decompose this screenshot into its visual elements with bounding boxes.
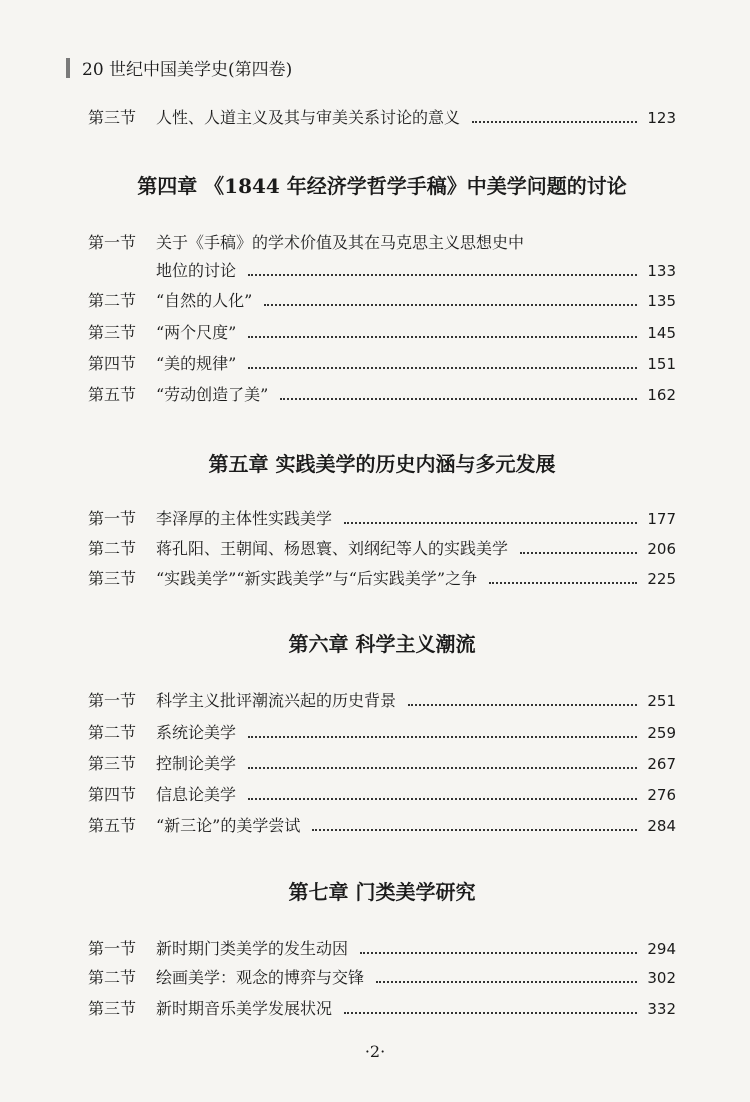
toc-entry[interactable] xyxy=(88,690,676,712)
section-title: 关于《手稿》的学术价值及其在马克思主义思想史中 xyxy=(156,233,525,252)
leader-dots xyxy=(248,767,637,769)
leader-dots xyxy=(312,829,637,831)
header-bar xyxy=(66,58,70,78)
toc-entry[interactable] xyxy=(88,538,676,560)
section-number: 第三节 xyxy=(88,323,137,342)
section-number: 第二节 xyxy=(88,291,137,310)
toc-entry[interactable] xyxy=(88,967,676,989)
page-number: 206 xyxy=(647,540,676,558)
toc-entry[interactable] xyxy=(88,290,676,312)
section-number: 第三节 xyxy=(88,108,137,127)
leader-dots xyxy=(264,304,637,306)
section-number: 第一节 xyxy=(88,691,137,710)
toc-entry[interactable] xyxy=(88,568,676,590)
toc-entry[interactable] xyxy=(88,722,676,744)
toc-entry[interactable] xyxy=(88,322,676,344)
section-number: 第一节 xyxy=(88,509,137,528)
page-number: 284 xyxy=(647,817,676,835)
leader-dots xyxy=(376,981,637,983)
leader-dots xyxy=(248,367,637,369)
section-number: 第二节 xyxy=(88,539,137,558)
section-number: 第五节 xyxy=(88,385,137,404)
leader-dots xyxy=(360,952,637,954)
page-number: 177 xyxy=(647,510,676,528)
section-title: 新时期音乐美学发展状况 xyxy=(156,999,333,1018)
section-title: 新时期门类美学的发生动因 xyxy=(156,939,349,958)
leader-dots xyxy=(408,704,637,706)
section-number: 第四节 xyxy=(88,354,137,373)
page-number: 145 xyxy=(647,324,676,342)
leader-dots xyxy=(472,121,637,123)
page-number: 162 xyxy=(647,386,676,404)
section-title: 控制论美学 xyxy=(156,754,237,773)
leader-dots xyxy=(489,582,637,584)
leader-dots xyxy=(280,398,637,400)
section-number: 第三节 xyxy=(88,569,137,588)
toc-entry[interactable] xyxy=(88,107,676,129)
toc-entry[interactable] xyxy=(88,508,676,530)
page-number: 276 xyxy=(647,786,676,804)
chapter-title: 第六章 科学主义潮流 xyxy=(288,632,476,656)
section-title: 科学主义批评潮流兴起的历史背景 xyxy=(156,691,397,710)
section-title: 绘画美学：观念的博弈与交锋 xyxy=(156,968,365,987)
section-title: 人性、人道主义及其与审美关系讨论的意义 xyxy=(156,108,461,127)
section-title: “实践美学”“新实践美学”与“后实践美学”之争 xyxy=(156,569,478,588)
toc-entry[interactable] xyxy=(88,353,676,375)
chapter-title: 第七章 门类美学研究 xyxy=(288,880,476,904)
chapter-title: 第四章 《1844 年经济学哲学手稿》中美学问题的讨论 xyxy=(137,174,627,198)
leader-dots xyxy=(344,522,637,524)
page-number: 259 xyxy=(647,724,676,742)
page-number: 302 xyxy=(647,969,676,987)
page-number: 123 xyxy=(647,109,676,127)
leader-dots xyxy=(248,798,637,800)
page-number: 151 xyxy=(647,355,676,373)
section-title: “美的规律” xyxy=(156,354,237,373)
leader-dots xyxy=(248,274,637,276)
leader-dots xyxy=(248,336,637,338)
leader-dots xyxy=(248,736,637,738)
toc-entry-continuation[interactable] xyxy=(156,260,676,282)
page-number: 225 xyxy=(647,570,676,588)
chapter-title: 第五章 实践美学的历史内涵与多元发展 xyxy=(208,452,556,476)
section-number: 第五节 xyxy=(88,816,137,835)
page-number: 267 xyxy=(647,755,676,773)
leader-dots xyxy=(520,552,637,554)
page-footer-number: ·2· xyxy=(364,1042,386,1061)
toc-entry[interactable] xyxy=(88,938,676,960)
section-title: “自然的人化” xyxy=(156,291,253,310)
section-number: 第四节 xyxy=(88,785,137,804)
section-number: 第二节 xyxy=(88,723,137,742)
section-number: 第三节 xyxy=(88,754,137,773)
section-title: 李泽厚的主体性实践美学 xyxy=(156,509,333,528)
section-number: 第一节 xyxy=(88,939,137,958)
section-title: “两个尺度” xyxy=(156,323,237,342)
section-number: 第二节 xyxy=(88,968,137,987)
page-number: 133 xyxy=(647,262,676,280)
section-title: “新三论”的美学尝试 xyxy=(156,816,301,835)
toc-entry[interactable] xyxy=(88,998,676,1020)
toc-entry[interactable] xyxy=(88,384,676,406)
page-number: 135 xyxy=(647,292,676,310)
section-number: 第一节 xyxy=(88,233,137,252)
toc-entry[interactable] xyxy=(88,232,676,254)
running-header xyxy=(66,55,292,80)
section-title: “劳动创造了美” xyxy=(156,385,269,404)
toc-entry[interactable] xyxy=(88,784,676,806)
page-number: 294 xyxy=(647,940,676,958)
section-title: 系统论美学 xyxy=(156,723,237,742)
page-number: 332 xyxy=(647,1000,676,1018)
toc-entry[interactable] xyxy=(88,753,676,775)
toc-entry[interactable] xyxy=(88,815,676,837)
section-title: 信息论美学 xyxy=(156,785,237,804)
section-title: 蒋孔阳、王朝闻、杨恩寰、刘纲纪等人的实践美学 xyxy=(156,539,509,558)
section-number: 第三节 xyxy=(88,999,137,1018)
section-title-continued: 地位的讨论 xyxy=(156,261,237,280)
leader-dots xyxy=(344,1012,637,1014)
page-number: 251 xyxy=(647,692,676,710)
book-title: 20 世纪中国美学史(第四卷) xyxy=(82,60,293,80)
